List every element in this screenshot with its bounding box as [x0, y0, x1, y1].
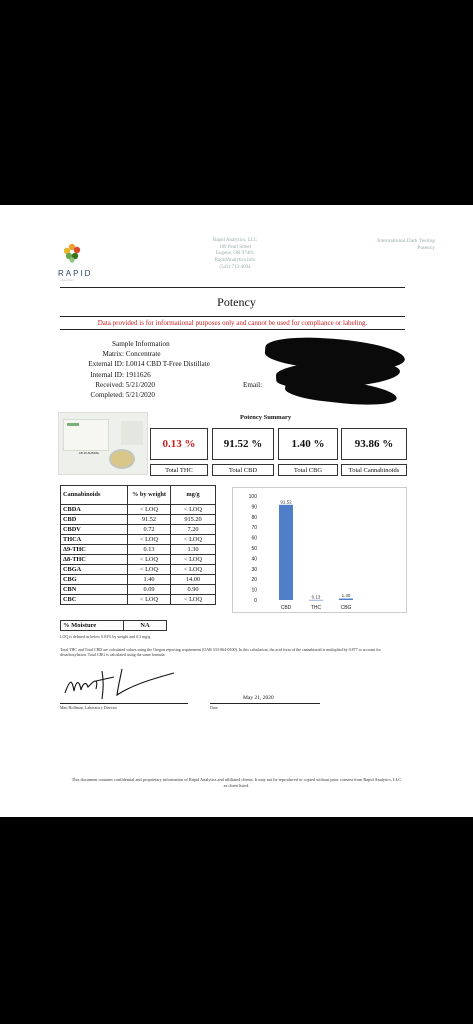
- table-row: Δ9-THC 0.13 1.30: [61, 545, 216, 555]
- y-tick-label: 70: [251, 525, 257, 532]
- report-type-header: International Dark Testing Potency: [377, 238, 435, 251]
- y-tick-label: 90: [251, 504, 257, 511]
- total-thc-value: 0.13 %: [150, 428, 208, 460]
- table-row: CBN 0.09 0.90: [61, 585, 216, 595]
- moisture-table: [60, 620, 167, 631]
- sample-row: Matrix: Concentrate: [102, 350, 161, 359]
- total-cbg-label: Total CBG: [278, 464, 338, 476]
- confidentiality-footer: This document contains confidential and proprietary information of Rapid Analytics and affiliated clients. It may not be reproduced or copied without prior consent from Rapid Analytics, LLC as client listed.: [71, 777, 402, 788]
- total-thc-label: Total THC: [150, 464, 208, 476]
- cannabinoids-table: [60, 485, 216, 605]
- disclaimer-rule-bottom: [60, 329, 405, 330]
- y-tick-label: 10: [251, 587, 257, 594]
- disclaimer-text: Data provided is for informational purposes only and cannot be used for compliance or labeling.: [97, 319, 368, 327]
- sample-information: [60, 339, 240, 400]
- header-cannabinoids: Cannabinoids: [61, 486, 128, 505]
- header-rule: [60, 287, 405, 288]
- x-tick-label: CBD: [280, 605, 292, 611]
- logo-subtext: ANALYTICS: [60, 279, 74, 282]
- x-tick-label: THC: [310, 605, 322, 611]
- sample-row: External ID: L0014 CBD T-Free Distillate: [88, 360, 210, 369]
- chart-svg: [233, 488, 406, 612]
- y-tick-label: 40: [251, 556, 257, 563]
- y-tick-label: 100: [248, 494, 257, 500]
- table-row: CBG 1.40 14.00: [61, 575, 216, 585]
- company-address: Rapid Analytics, LLC 189 Pearl Street Eugene, OR 97401 RapidAnalytics.Info (541) 713-4094: [212, 238, 258, 270]
- y-tick-label: 50: [251, 546, 257, 552]
- report-page: [0, 205, 473, 817]
- table-header-row: [61, 486, 216, 505]
- total-cannabinoids-value: 93.86 %: [341, 428, 407, 460]
- y-tick-label: 30: [251, 566, 257, 573]
- report-title: Potency: [217, 295, 256, 309]
- date-label: Date: [210, 705, 218, 710]
- logo-wordmark: RAPID: [58, 269, 93, 278]
- sample-row: Completed: 5/21/2020: [90, 391, 155, 400]
- table-row: CBDA < LOQ < LOQ: [61, 505, 216, 515]
- cannabinoid-bar-chart: [232, 487, 407, 613]
- total-cbd-value: 91.52 %: [212, 428, 274, 460]
- sample-photo: LB 16 AUSSSL: [58, 412, 148, 475]
- moisture-label: % Moisture: [61, 621, 124, 631]
- header-mg-per-g: mg/g: [171, 486, 216, 505]
- sample-row: Internal ID: 1911626: [90, 370, 151, 379]
- sample-row: Received: 5/21/2020: [95, 380, 155, 389]
- potency-summary-title: Potency Summary: [240, 414, 292, 421]
- signatory-name: Matt Hoffman, Laboratory Director: [60, 705, 118, 710]
- bar-data-label: 0.13: [311, 594, 321, 600]
- x-tick-label: CBG: [340, 605, 352, 611]
- bar: [309, 600, 323, 601]
- table-row: CBDV 0.72 7.20: [61, 525, 216, 535]
- total-cbg-value: 1.40 %: [278, 428, 338, 460]
- signature-image: [62, 665, 182, 701]
- table-row: CBC < LOQ < LOQ: [61, 595, 216, 605]
- total-cannabinoids-label: Total Cannabinoids: [341, 464, 407, 476]
- bar: [279, 505, 293, 600]
- moisture-row: [61, 621, 167, 631]
- table-row: THCA < LOQ < LOQ: [61, 535, 216, 545]
- date-line: [210, 703, 320, 704]
- bar-data-label: 1.40: [341, 593, 351, 599]
- email-label: Email:: [243, 381, 263, 389]
- loq-note: LOQ is defined as below 0.03% by weight and 0.3 mg/g.: [60, 634, 152, 639]
- header-percent-weight: % by weight: [128, 486, 171, 505]
- disclaimer-rule-top: [60, 316, 405, 317]
- calculation-note: Total THC and Total CBD are calculated values using the Oregon reporting requirement (OAR 333-064-0100). In this calculation, the acid form of the cannabinoid is multiplied by 0.877 to account for decarboxylation. Total CBG is calculated using the same formula.: [60, 647, 381, 658]
- total-cbd-label: Total CBD: [212, 464, 274, 476]
- y-tick-label: 20: [251, 577, 257, 584]
- moisture-value: NA: [124, 621, 167, 631]
- signature-line: [60, 703, 188, 704]
- sample-heading: Sample Information: [112, 340, 170, 348]
- signature-date: May 21, 2020: [243, 695, 274, 701]
- table-row: CBD 91.52 915.20: [61, 515, 216, 525]
- bar-data-label: 91.52: [280, 499, 292, 505]
- y-tick-label: 80: [251, 514, 257, 521]
- bar: [339, 599, 353, 600]
- y-tick-label: 0: [254, 598, 257, 604]
- table-row: CBGA < LOQ < LOQ: [61, 565, 216, 575]
- y-tick-label: 60: [251, 535, 257, 542]
- table-row: Δ8-THC < LOQ < LOQ: [61, 555, 216, 565]
